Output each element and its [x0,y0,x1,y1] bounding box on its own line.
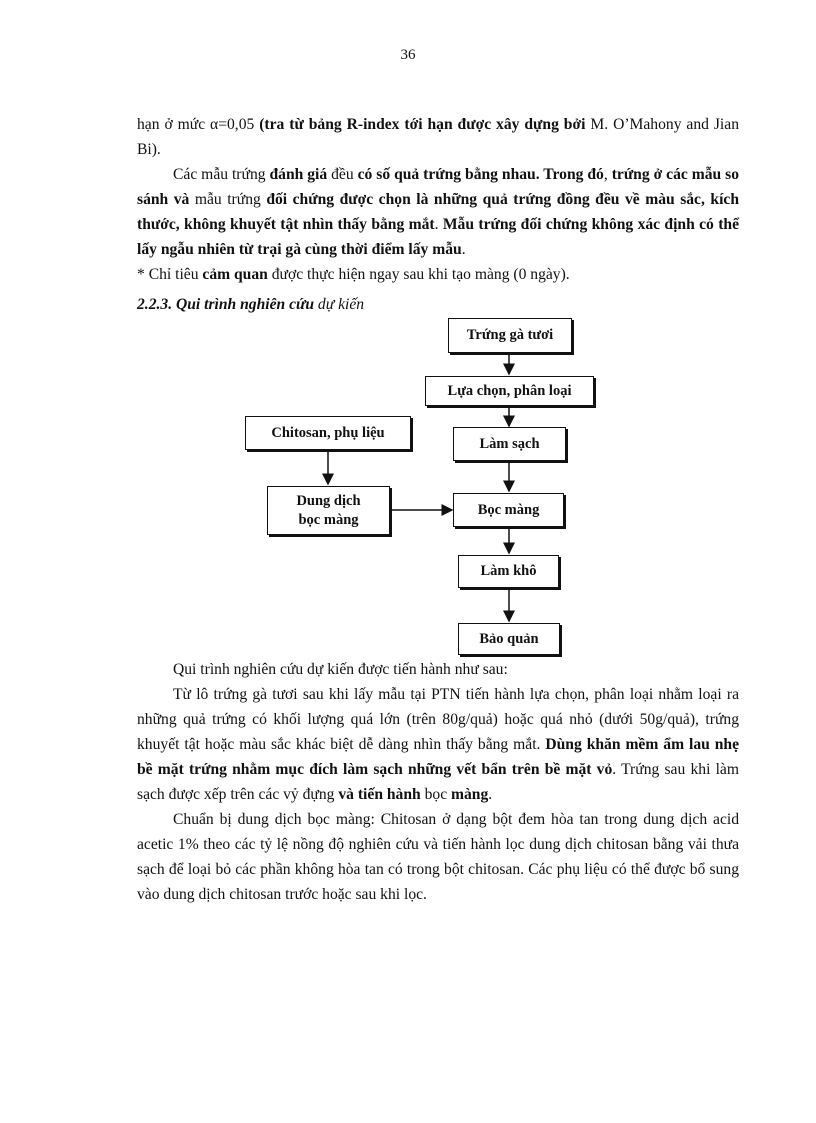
box-coating-solution [267,486,390,535]
solution-paragraph: Chuẩn bị dung dịch bọc màng: Chitosan ở dạng bột đem hòa tan trong dung dịch acid acetic 1% theo các tỷ lệ nồng độ nghiên cứu và tiến hành lọc dung dịch chitosan bằng vải thưa sạch để loại bỏ các phần không hòa tan có trong bột chitosan. Các phụ liệu có thể được bổ sung vào dung dịch chitosan trước hoặc sau khi lọc. [137,811,739,903]
box-drying [458,555,559,588]
text-run: , [603,166,612,183]
alpha-expression: α=0,05 [210,116,255,133]
samples-paragraph [137,162,739,262]
box-storage [458,623,560,655]
bold-run: màng [451,786,489,803]
sensory-note [137,262,739,287]
text-run: * Chỉ tiêu [137,266,203,283]
box-coating [453,493,564,527]
text-run: được thực hiện ngay sau khi tạo màng (0 ngày). [267,266,570,283]
text-run: . [488,786,493,803]
text-run: Từ lô trứng gà tươi sau khi lấy mẫu tại PTN tiến hành lựa chọn, phân loại nhằm loại ra những quả trứng có khối lượng quá lớn (trên 80g/quả) hoặc quá nhỏ (dưới 50g/quả), trứng khuyết tật hoặc màu sắc khác biệt dễ dàng nhìn thấy bằng mắt. [137,686,739,753]
page-number: 36 [400,47,416,63]
text-run: Các mẫu trứng [173,166,270,183]
text-run: . Trứng sau khi làm sạch được xếp trên các vỷ đựng [137,761,739,803]
process-intro: Qui trình nghiên cứu dự kiến được tiến hành như sau: [173,661,508,678]
box-label: Bảo quản [479,630,539,647]
bold-run: trứng ở các mẫu so sánh và [137,166,740,208]
box-label: Làm khô [480,563,537,579]
box-selection [425,376,594,406]
section-title-bold: Qui trình nghiên cứu [175,296,315,313]
box-fresh-eggs [448,318,572,353]
bold-run: cảm quan [202,266,268,283]
bold-run: và tiến hành [338,786,421,803]
bold-run: có số quả trứng bằng nhau. Trong đó [357,166,604,183]
text-run: đều [327,166,358,183]
intro-citation: M. O’Mahony and Jian Bi). [137,116,739,158]
box-chitosan [245,416,411,450]
intro-text: hạn ở mức [137,116,211,133]
text-run: bọc [420,786,452,803]
process-paragraph [137,682,739,807]
box-label: Trứng gà tươi [466,327,554,343]
intro-text-block [137,112,739,287]
text-run: mẫu trứng [189,191,267,208]
box-label-line1: Dung dịch [296,492,361,509]
section-heading [137,296,364,314]
bold-run: Dùng khăn mềm ẩm lau nhẹ bề mặt trứng nhằm mục đích làm sạch những vết bẩn trên bề mặt vỏ [137,736,739,778]
intro-bold-text: (tra từ bảng R-index tới hạn được xây dựng bởi [254,116,586,133]
process-text-block [137,657,739,907]
bold-run: Mẫu trứng đối chứng không xác định có thể lấy ngẫu nhiên từ trại gà cùng thời điểm lấy mẫu [137,216,739,258]
box-label-line2: bọc màng [298,511,359,528]
box-label: Lựa chọn, phân loại [447,382,572,399]
bold-run: đánh giá [269,166,328,183]
box-label: Bọc màng [477,501,540,518]
box-label: Chitosan, phụ liệu [271,424,385,441]
bold-run: đối chứng được chọn là những quả trứng đồng đều về màu sắc, kích thước, không khuyết tật nhìn thấy bằng mắt [137,191,739,233]
box-label: Làm sạch [479,435,540,452]
section-title-rest: dự kiến [314,296,365,313]
intro-paragraph [137,112,739,162]
text-run: . [461,241,466,258]
text-run: . [434,216,443,233]
box-cleaning [453,427,566,461]
section-number: 2.2.3. [137,296,176,313]
